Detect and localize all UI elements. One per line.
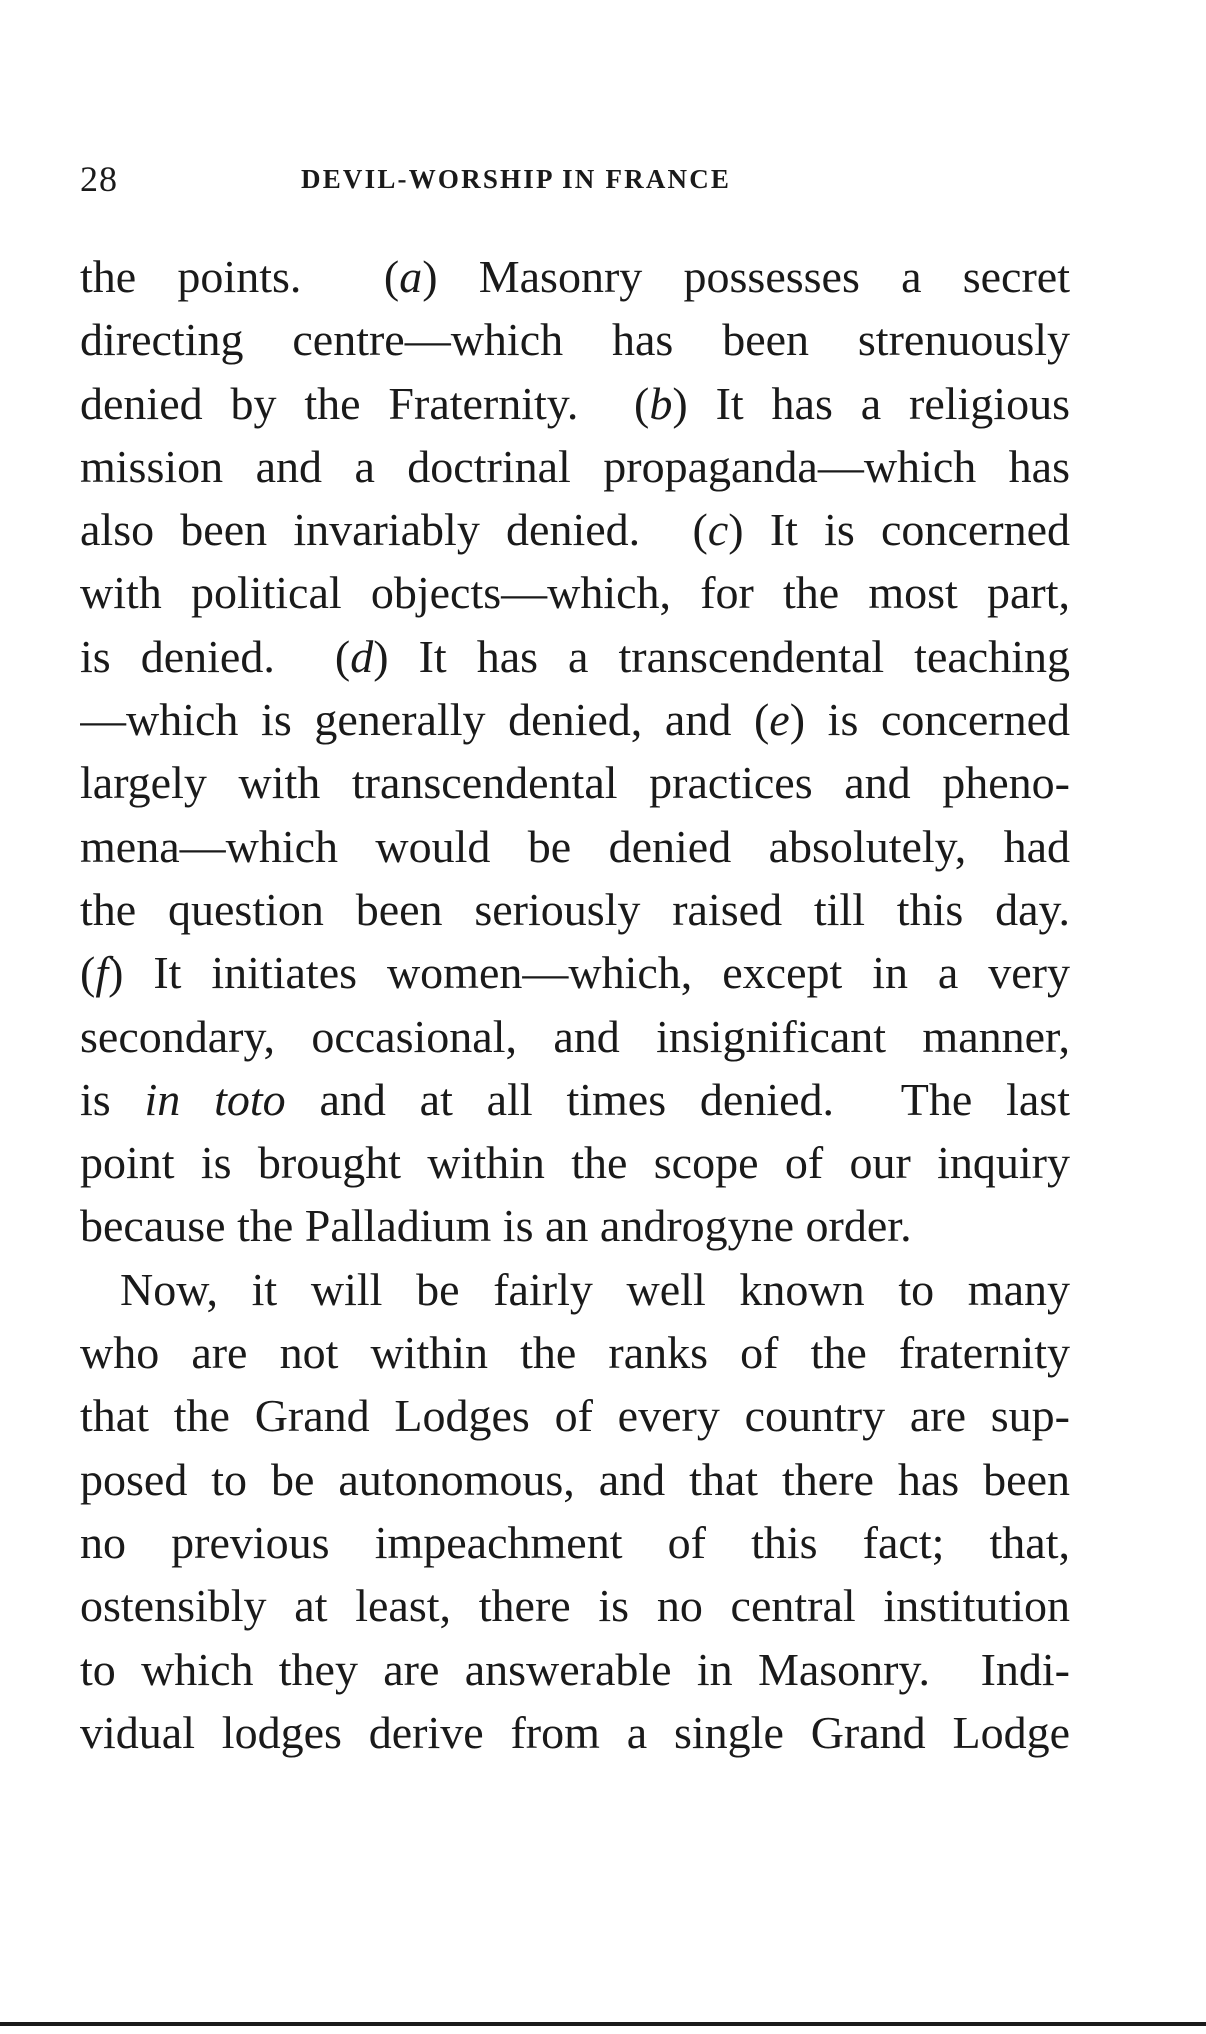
- italic-text: d: [350, 630, 374, 682]
- text-line: [80, 941, 1070, 1004]
- text-line: [80, 1574, 1070, 1637]
- italic-text: in toto: [144, 1073, 286, 1125]
- text-line: [80, 561, 1070, 624]
- text-line: [80, 1384, 1070, 1447]
- text-line: [80, 1131, 1070, 1194]
- text-line: [80, 1005, 1070, 1068]
- text-segment: point is brought within the scope of our inquiry: [80, 1137, 1070, 1189]
- italic-text: c: [707, 504, 729, 556]
- text-segment: that the Grand Lodges of every country are sup-: [80, 1390, 1070, 1442]
- text-segment: ) It has a religious: [672, 377, 1070, 429]
- text-line: [80, 1511, 1070, 1574]
- text-line: [80, 372, 1070, 435]
- text-segment: ) It initiates women—which, except in a very: [108, 947, 1070, 999]
- text-segment: directing centre—which has been strenuously: [80, 314, 1070, 366]
- italic-text: a: [399, 251, 423, 302]
- text-segment: to which they are answerable in Masonry. Indi-: [80, 1643, 1070, 1695]
- body-text: [80, 245, 1070, 1764]
- text-segment: Now, it will be fairly well known to many: [120, 1263, 1070, 1315]
- text-segment: is: [80, 1073, 145, 1125]
- text-segment: mena—which would be denied absolutely, had: [80, 820, 1070, 872]
- italic-text: f: [95, 947, 109, 999]
- text-segment: no previous impeachment of this fact; that,: [80, 1516, 1070, 1568]
- text-segment: and at all times denied. The last: [285, 1073, 1070, 1125]
- text-segment: ) is concerned: [789, 694, 1070, 746]
- text-line: [80, 1448, 1070, 1511]
- text-line: [80, 625, 1070, 688]
- text-line: [80, 308, 1070, 371]
- text-line: [80, 1638, 1070, 1701]
- text-segment: ) It is concerned: [728, 504, 1070, 556]
- text-segment: posed to be autonomous, and that there has been: [80, 1453, 1070, 1505]
- text-line: [80, 435, 1070, 498]
- text-line: [80, 1068, 1070, 1131]
- text-line: [80, 1194, 1070, 1257]
- text-line: [80, 245, 1070, 308]
- text-segment: is denied. (: [80, 630, 351, 682]
- text-line: [80, 815, 1070, 878]
- text-segment: vidual lodges derive from a single Grand Lodge: [80, 1706, 1070, 1758]
- text-segment: denied by the Fraternity. (: [80, 377, 650, 429]
- text-line: [80, 878, 1070, 941]
- text-segment: secondary, occasional, and insignificant manner,: [80, 1010, 1070, 1062]
- page-bottom-rule: [0, 2022, 1206, 2026]
- text-segment: also been invariably denied. (: [80, 504, 708, 556]
- italic-text: e: [769, 694, 790, 746]
- running-head: [80, 158, 1080, 208]
- text-segment: because the Palladium is an androgyne order.: [80, 1200, 912, 1252]
- text-segment: the points. (: [80, 251, 400, 302]
- text-segment: largely with transcendental practices and pheno-: [80, 757, 1070, 809]
- text-segment: the question been seriously raised till this day.: [80, 883, 1070, 935]
- text-segment: —which is generally denied, and (: [80, 694, 770, 746]
- page-number: 28: [80, 159, 118, 199]
- text-line: [80, 1701, 1070, 1764]
- text-line: [80, 1321, 1070, 1384]
- text-line: [80, 498, 1070, 561]
- text-line: [80, 688, 1070, 751]
- text-line: [80, 1258, 1070, 1321]
- text-segment: ostensibly at least, there is no central institution: [80, 1580, 1070, 1632]
- text-segment: (: [80, 947, 96, 999]
- text-line: [80, 751, 1070, 814]
- italic-text: b: [649, 377, 673, 429]
- text-segment: who are not within the ranks of the fraternity: [80, 1327, 1070, 1379]
- text-segment: with political objects—which, for the most part,: [80, 567, 1070, 619]
- text-segment: mission and a doctrinal propaganda—which has: [80, 440, 1070, 492]
- text-segment: ) It has a transcendental teaching: [373, 630, 1070, 682]
- running-title: DEVIL-WORSHIP IN FRANCE: [301, 164, 732, 194]
- text-segment: ) Masonry possesses a secret: [422, 251, 1070, 302]
